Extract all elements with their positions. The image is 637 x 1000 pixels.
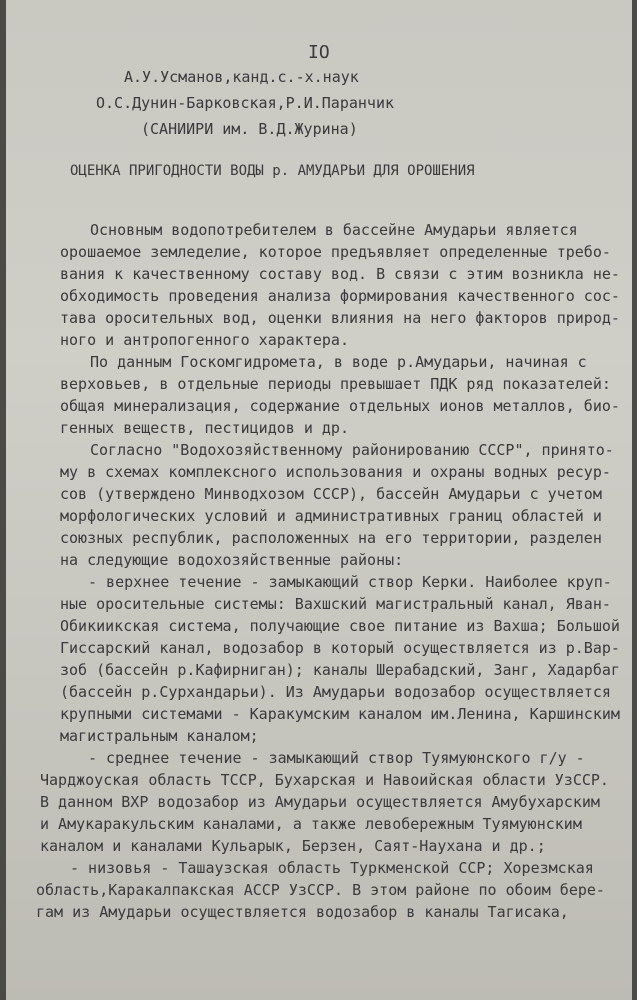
body-line: В данном ВХР водозабор из Амударьи осуществляется Амубухарским (40, 793, 600, 811)
body-line: союзных республик, расположенных на его территории, разделен (60, 529, 602, 547)
body-line: му в схемах комплексного использования и охраны водных ресур- (60, 463, 611, 481)
body-line: - верхнее течение - замыкающий створ Керки. Наиболее круп- (88, 573, 612, 591)
body-line: гам из Амударьи осуществляется водозабор в каналы Тагисака, (36, 903, 569, 921)
author-line-1: А.У.Усманов,канд.с.-х.наук (124, 68, 359, 86)
body-line: Чарджоуская область ТССР, Бухарская и Навоийская области УзССР. (40, 771, 609, 789)
body-line: магистральным каналом; (60, 727, 259, 745)
page-number: IO (308, 42, 330, 63)
body-line: (бассейн р.Сурхандарьи). Из Амударьи водозабор осуществляется (60, 683, 611, 701)
body-line: и Амукаракульским каналами, а также левобережным Туямуюнским (40, 815, 582, 833)
body-line: Обикиикская система, получающие свое питание из Вахша; Большой (60, 617, 620, 635)
body-line: крупными системами - Каракумским каналом им.Ленина, Каршинским (60, 705, 620, 723)
page-shadow-left (0, 0, 6, 1000)
body-line: генных веществ, пестицидов и др. (60, 419, 349, 437)
body-line: на следующие водохозяйственные районы: (60, 551, 404, 569)
page-shadow-right (632, 0, 637, 1000)
body-line: Гиссарский канал, водозабор в который осуществляется из р.Вар- (60, 639, 620, 657)
body-line: - среднее течение - замыкающий створ Туямуюнского г/у - (88, 749, 585, 767)
body-line: верховьев, в отдельные периоды превышает ПДК ряд показателей: (60, 375, 611, 393)
body-line: - низовья - Ташаузская область Туркменской ССР; Хорезмская (70, 859, 594, 877)
body-line: ные оросительные системы: Вахшский магистральный канал, Яван- (60, 595, 611, 613)
body-line: ного и антропогенного характера. (60, 331, 349, 349)
body-line: каналом и каналами Кульарык, Берзен, Саят-Наухана и др.; (40, 837, 546, 855)
body-line: обходимость проведения анализа формирования качественного сос- (60, 287, 620, 305)
body-line: область,Каракалпакская АССР УзССР. В этом районе по обоим бере- (36, 881, 605, 899)
body-line: тава оросительных вод, оценки влияния на него факторов природ- (60, 309, 620, 327)
author-affiliation: (САНИИРИ им. В.Д.Журина) (141, 120, 358, 138)
body-line: сов (утверждено Минводхозом СССР), бассейн Амударьи с учетом (60, 485, 602, 503)
body-line: вания к качественному составу вод. В связи с этим возникла не- (60, 265, 620, 283)
body-line: По данным Госкомгидромета, в воде р.Амударьи, начиная с (90, 353, 587, 371)
body-line: орошаемое земледелие, которое предъявляет определенные требо- (60, 243, 611, 261)
body-line: морфологических условий и административных границ областей и (60, 507, 602, 525)
document-title: ОЦЕНКА ПРИГОДНОСТИ ВОДЫ р. АМУДАРЬИ ДЛЯ ОРОШЕНИЯ (70, 163, 475, 179)
body-line: общая минерализация, содержание отдельных ионов металлов, био- (60, 397, 620, 415)
body-line: Основным водопотребителем в бассейне Амударьи является (90, 221, 578, 239)
author-line-2: О.С.Дунин-Барковская,Р.И.Паранчик (96, 94, 395, 112)
body-line: зоб (бассейн р.Кафирниган); каналы Шерабадский, Занг, Хадарбаг (60, 661, 620, 679)
body-line: Согласно "Водохозяйственному районированию СССР", принято- (90, 441, 614, 459)
